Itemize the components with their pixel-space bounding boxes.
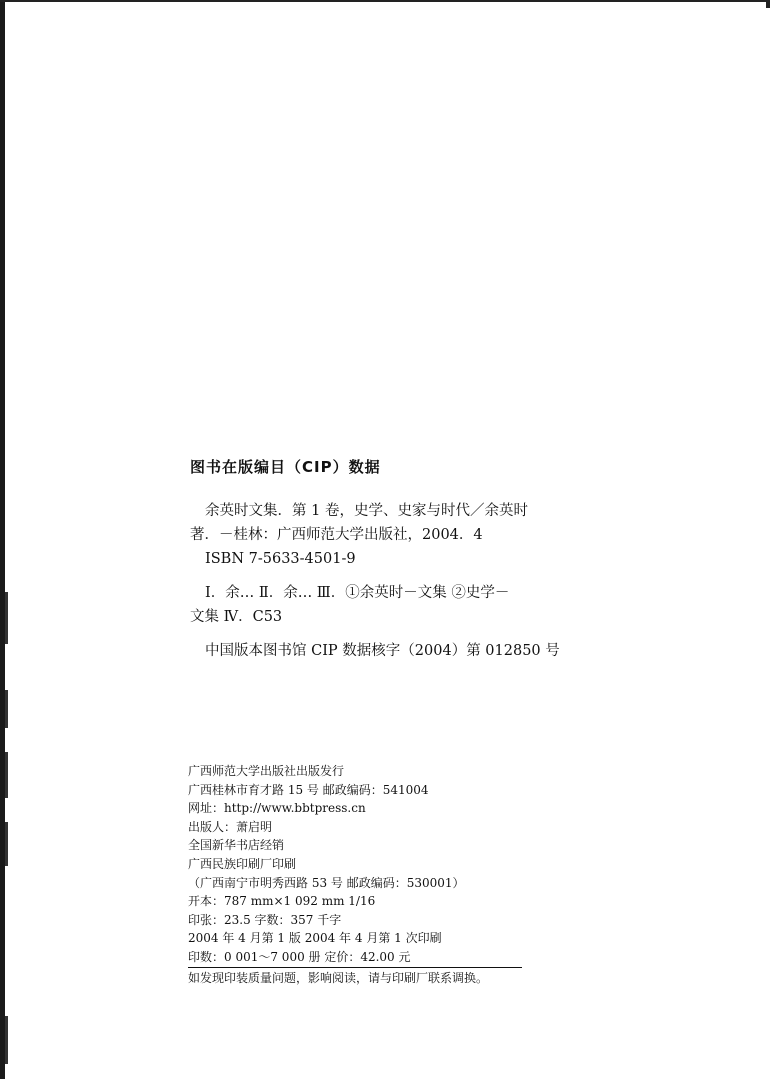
quality-notice: 如发现印装质量问题，影响阅读，请与印刷厂联系调换。 bbox=[188, 967, 522, 988]
cip-block bbox=[190, 456, 620, 663]
cip-classification-line-1: Ⅰ．余… Ⅱ．余… Ⅲ．①余英时－文集 ②史学－ bbox=[205, 585, 510, 601]
copies-price: 印数：0 001～7 000 册 定价：42.00 元 bbox=[188, 949, 411, 964]
cip-title: 图书在版编目（CIP）数据 bbox=[190, 458, 381, 476]
scan-mark bbox=[5, 752, 8, 798]
edition-printing: 2004 年 4 月第 1 版 2004 年 4 月第 1 次印刷 bbox=[188, 931, 442, 946]
book-format: 开本：787 mm×1 092 mm 1/16 bbox=[188, 894, 376, 909]
publisher-block bbox=[188, 762, 528, 987]
cip-classification-line-2: 文集 Ⅳ．C53 bbox=[190, 609, 283, 625]
scan-mark bbox=[5, 592, 8, 644]
scan-mark bbox=[5, 690, 8, 728]
scan-mark bbox=[5, 1016, 8, 1064]
printer: 广西民族印刷厂印刷 bbox=[188, 856, 297, 871]
publisher-editor: 出版人：萧启明 bbox=[188, 819, 273, 834]
cip-record-number: 中国版本图书馆 CIP 数据核字（2004）第 012850 号 bbox=[205, 643, 560, 659]
scan-mark bbox=[5, 822, 8, 866]
cip-book-line-2: 著．－桂林：广西师范大学出版社，2004．4 bbox=[190, 527, 483, 543]
cip-book-line-1: 余英时文集．第 1 卷，史学、史家与时代／余英时 bbox=[205, 503, 528, 519]
publisher-address: 广西桂林市育才路 15 号 邮政编码：541004 bbox=[188, 782, 429, 797]
scan-edge-top bbox=[0, 0, 770, 2]
scan-edge-right bbox=[766, 0, 770, 8]
distributor: 全国新华书店经销 bbox=[188, 838, 285, 853]
printer-address: （广西南宁市明秀西路 53 号 邮政编码：530001） bbox=[188, 875, 465, 890]
publisher-website: 网址：http://www.bbtpress.cn bbox=[188, 801, 366, 816]
sheets-wordcount: 印张：23.5 字数：357 千字 bbox=[188, 912, 342, 927]
cip-isbn: ISBN 7-5633-4501-9 bbox=[205, 551, 356, 567]
publisher-issuer: 广西师范大学出版社出版发行 bbox=[188, 764, 345, 778]
scan-edge-left bbox=[0, 0, 5, 1079]
